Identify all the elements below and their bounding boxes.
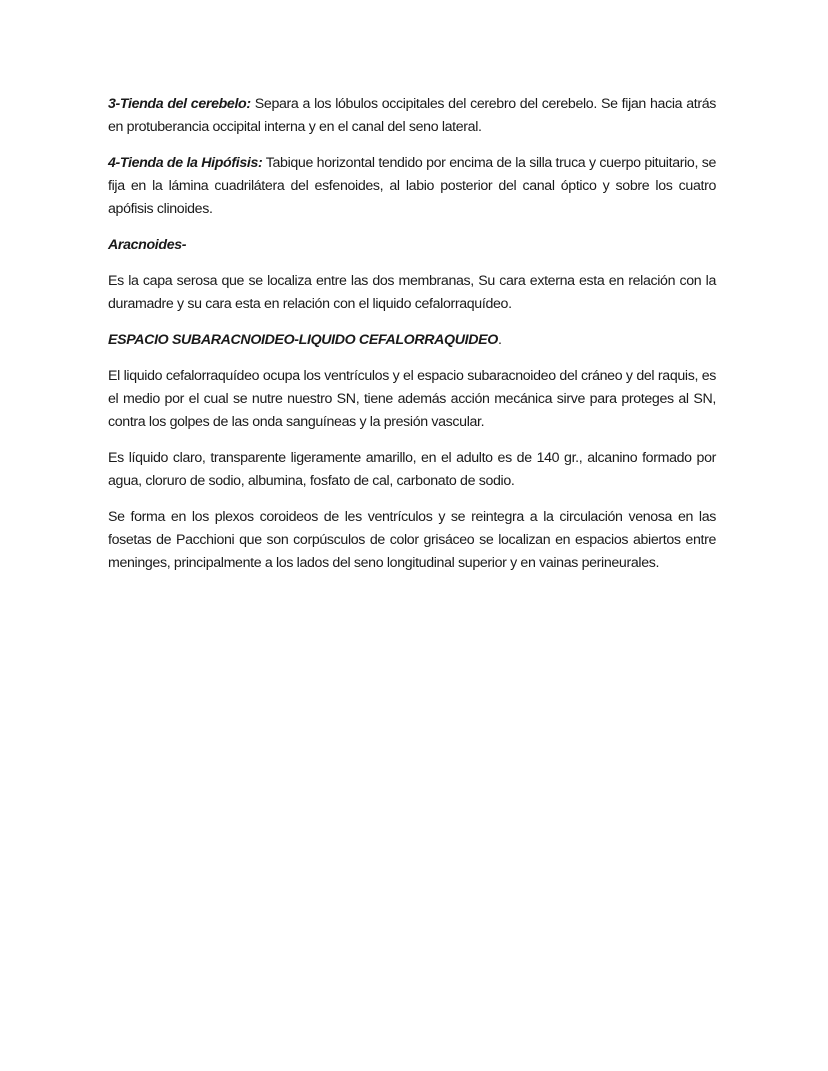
paragraph-lcr-ocupa: El liquido cefalorraquídeo ocupa los ventrículos y el espacio subaracnoideo del cráneo y del raquis, es el medio por el cual se nutre nuestro SN, tiene además acción mecánica sirve para proteges al SN, contra los golpes de las onda sanguíneas y la presión vascular. [108,368,716,430]
term-tienda-hipofisis: 4-Tienda de la Hipófisis: [108,155,263,171]
document-page [108,93,716,588]
paragraph-aracnoides: Es la capa serosa que se localiza entre las dos membranas, Su cara externa esta en relación con la duramadre y su cara esta en relación con el liquido cefalorraquídeo. [108,273,716,312]
paragraph-tienda-hipofisis [108,152,716,221]
heading-espacio-subaracnoideo [108,329,716,352]
paragraph-tienda-cerebelo [108,93,716,139]
paragraph-text: Separa a los lóbulos occipitales del cerebro del cerebelo. Se fijan hacia atrás en protuberancia occipital interna y en el canal del seno lateral. [108,96,716,135]
heading-text: ESPACIO SUBARACNOIDEO-LIQUIDO CEFALORRAQUIDEO [108,332,498,348]
paragraph-lcr-composicion: Es líquido claro, transparente ligeramente amarillo, en el adulto es de 140 gr., alcanino formado por agua, cloruro de sodio, albumina, fosfato de cal, carbonato de sodio. [108,450,716,489]
term-tienda-cerebelo: 3-Tienda del cerebelo: [108,96,251,112]
paragraph-lcr-formacion: Se forma en los plexos coroideos de les ventrículos y se reintegra a la circulación venosa en las fosetas de Pacchioni que son corpúsculos de color grisáceo se localizan en espacios abiertos entre meninges, principalmente a los lados del seno longitudinal superior y en vainas perineurales. [108,509,716,571]
heading-aracnoides: Aracnoides- [108,237,187,253]
paragraph-text: Tabique horizontal tendido por encima de la silla truca y cuerpo pituitario, se fija en la lámina cuadrilátera del esfenoides, al labio posterior del canal óptico y sobre los cuatro apófisis clinoides. [108,155,716,217]
heading-suffix: . [497,332,502,348]
